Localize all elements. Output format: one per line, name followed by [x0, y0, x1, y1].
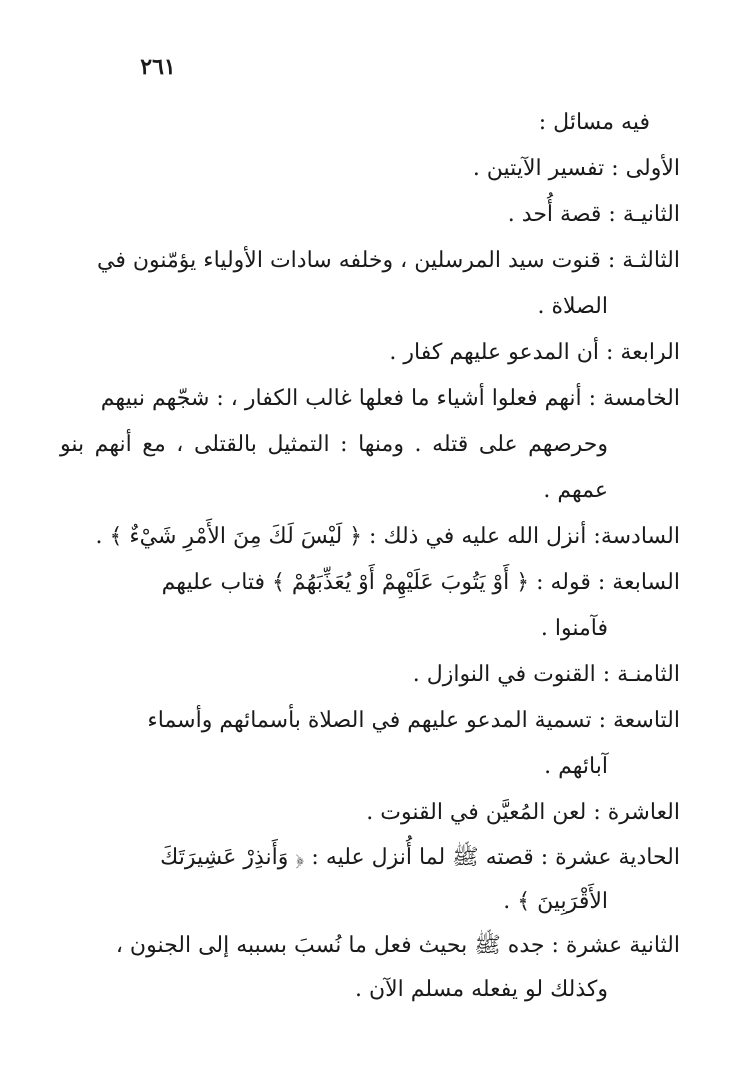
item-text: تفسير الآيتين . — [472, 156, 605, 181]
item-text: جده ﷺ بحيث فعل ما نُسبَ بسببه إلى الجنون ، — [115, 933, 545, 958]
item-text: أن المدعو عليهم كفار . — [389, 340, 599, 365]
item-label: الثانية عشرة : — [551, 933, 680, 958]
item-text: أنزل الله عليه في ذلك : ﴿ لَيْسَ لَكَ مِنَ الأَمْرِ شَيْءٌ ﴾ . — [95, 524, 587, 549]
list-item — [60, 514, 680, 560]
list-item — [60, 836, 680, 924]
page-number: ٢٦١ — [140, 54, 176, 80]
list-item — [60, 698, 680, 790]
item-label: الثالثـة : — [607, 248, 680, 273]
item-label: العاشرة : — [593, 800, 680, 825]
item-continuation: الصلاة . — [537, 294, 608, 319]
item-text: قصته ﷺ لما أُنزل عليه : ﴿ وَأَنذِرْ عَشِيرَتَكَ — [160, 845, 534, 870]
item-text: لعن المُعيَّن في القنوت . — [366, 800, 587, 825]
item-label: الأولى : — [611, 156, 680, 181]
list-item — [60, 330, 680, 376]
list-item — [60, 376, 680, 514]
intro-heading: فيه مسائل : — [538, 110, 650, 135]
item-label: الثانيـة : — [608, 202, 680, 227]
issues-list — [60, 100, 680, 1012]
item-label: الخامسة : — [588, 386, 680, 411]
item-continuation: آبائهم . — [544, 754, 608, 779]
item-text: قوله : ﴿ أَوْ يَتُوبَ عَلَيْهِمْ أَوْ يُعَذِّبَهُمْ ﴾ فتاب عليهم — [161, 570, 591, 595]
list-item — [60, 192, 680, 238]
item-continuation: فآمنوا . — [540, 616, 608, 641]
item-label: التاسعة : — [598, 708, 680, 733]
item-label: الثامنـة : — [602, 662, 680, 687]
item-label: السادسة: — [593, 524, 680, 549]
list-item — [60, 924, 680, 1012]
list-item — [60, 560, 680, 652]
item-text: قصة أُحد . — [507, 202, 602, 227]
item-text: أنهم فعلوا أشياء ما فعلها غالب الكفار ، : شجّهم نبيهم — [100, 386, 582, 411]
item-text: القنوت في النوازل . — [412, 662, 596, 687]
item-text: قنوت سيد المرسلين ، وخلفه سادات الأولياء يؤمّنون في — [97, 248, 601, 273]
list-item — [60, 652, 680, 698]
item-label: الرابعة : — [605, 340, 680, 365]
list-item — [60, 146, 680, 192]
item-continuation: وحرصهم على قتله . ومنها : التمثيل بالقتلى ، مع أنهم بنو عمهم . — [60, 432, 608, 503]
item-text: تسمية المدعو عليهم في الصلاة بأسمائهم وأسماء — [147, 708, 592, 733]
list-item — [60, 790, 680, 836]
item-label: الحادية عشرة : — [540, 845, 680, 870]
item-label: السابعة : — [597, 570, 680, 595]
item-continuation: وكذلك لو يفعله مسلم الآن . — [354, 977, 608, 1002]
item-continuation: الأَقْرَبِينَ ﴾ . — [503, 889, 608, 914]
list-item — [60, 238, 680, 330]
